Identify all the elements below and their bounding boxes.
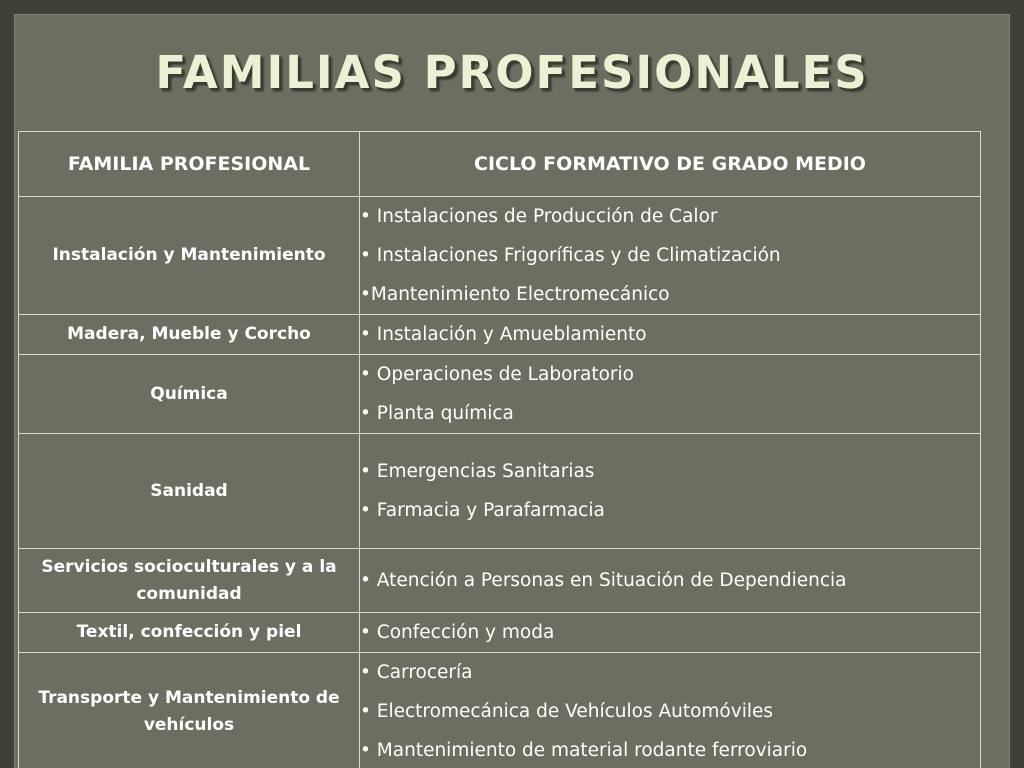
cycle-item: • Instalación y Amueblamiento <box>360 324 647 345</box>
family-cell: Transporte y Mantenimiento de vehículos <box>19 653 360 768</box>
cycle-item: • Operaciones de Laboratorio <box>360 364 634 385</box>
cycles-cell <box>360 653 981 768</box>
family-cell: Sanidad <box>19 434 360 549</box>
header-family: FAMILIA PROFESIONAL <box>19 132 360 197</box>
family-cell: Textil, confección y piel <box>19 613 360 653</box>
cycles-cell <box>360 434 981 549</box>
table-row <box>19 355 981 434</box>
cycle-item: • Electromecánica de Vehículos Automóviles <box>360 701 773 722</box>
cycles-cell <box>360 197 981 315</box>
header-cycle: CICLO FORMATIVO DE GRADO MEDIO <box>360 132 981 197</box>
table-row <box>19 434 981 549</box>
table-row <box>19 613 981 653</box>
table-header-row <box>19 132 981 197</box>
cycle-item: • Mantenimiento de material rodante ferroviario <box>360 740 808 761</box>
cycle-item: • Instalaciones Frigoríficas y de Climatización <box>360 245 781 266</box>
cycle-item: •Mantenimiento Electromecánico <box>360 284 670 305</box>
cycles-cell <box>360 549 981 613</box>
table-row <box>19 549 981 613</box>
families-table <box>18 131 981 768</box>
cycles-cell <box>360 613 981 653</box>
table-row <box>19 315 981 355</box>
family-cell: Servicios socioculturales y a la comunidad <box>19 549 360 613</box>
family-cell: Madera, Mueble y Corcho <box>19 315 360 355</box>
cycle-item: • Confección y moda <box>360 622 555 643</box>
slide-title: FAMILIAS PROFESIONALES <box>155 46 869 99</box>
cycle-item: • Planta química <box>360 403 514 424</box>
table-row <box>19 197 981 315</box>
cycle-item: • Instalaciones de Producción de Calor <box>360 206 718 227</box>
family-cell: Química <box>19 355 360 434</box>
cycle-item: • Farmacia y Parafarmacia <box>360 500 605 521</box>
table-row <box>19 653 981 768</box>
cycles-cell <box>360 355 981 434</box>
cycle-item: • Emergencias Sanitarias <box>360 461 595 482</box>
cycle-item: • Carrocería <box>360 662 473 683</box>
family-cell: Instalación y Mantenimiento <box>19 197 360 315</box>
cycle-item: • Atención a Personas en Situación de Dependiencia <box>360 570 847 591</box>
cycles-cell <box>360 315 981 355</box>
